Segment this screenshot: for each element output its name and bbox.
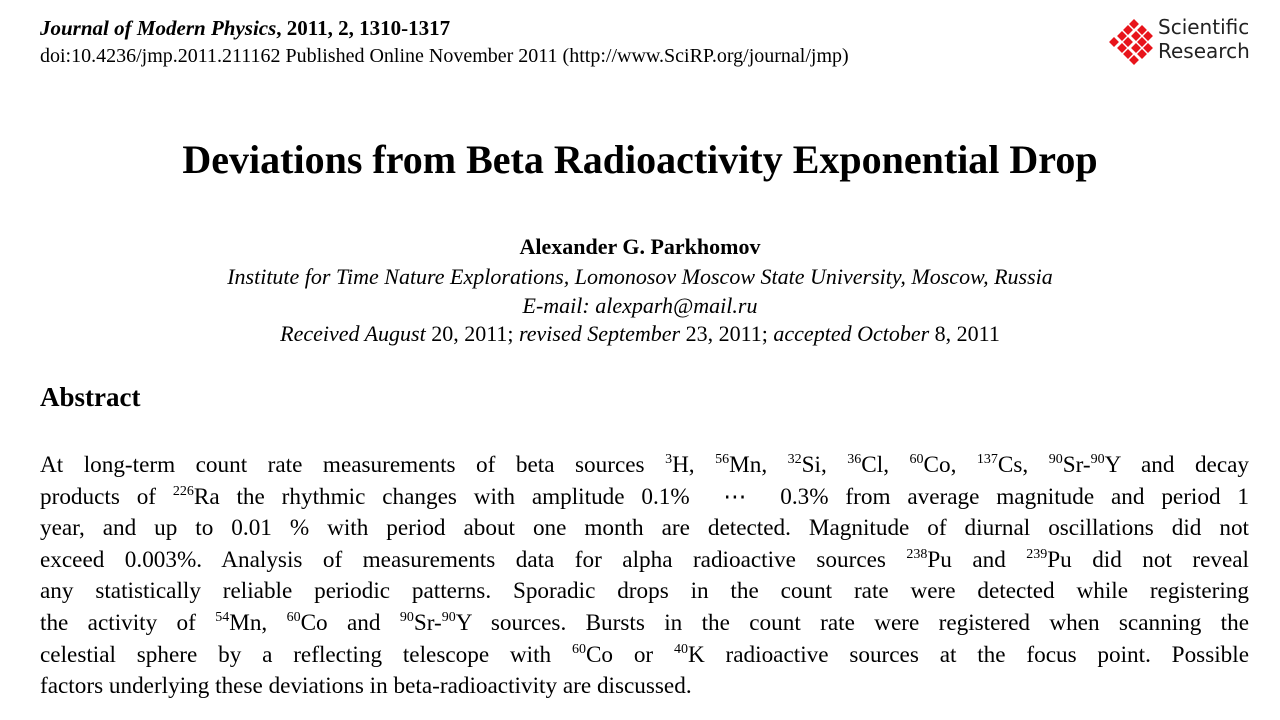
abstract-text: celestial sphere by a reflecting telescope with: [40, 641, 572, 668]
isotope-mass-number: 137: [976, 452, 998, 467]
abstract-text: exceed 0.003%. Analysis of measurements data for alpha radioactive sources: [40, 546, 907, 573]
journal-name: Journal of Modern Physics: [40, 16, 277, 40]
logo-diamond: [1123, 49, 1133, 59]
isotope-mass-number: 60: [286, 609, 301, 625]
abstract-text: Mn,: [229, 609, 287, 636]
isotope-mass-number: 90: [1048, 452, 1063, 467]
abstract-line: [40, 482, 1249, 514]
abstract-line: [40, 545, 1249, 577]
logo-diamond: [1137, 37, 1147, 47]
abstract-text: K radioactive sources at the focus point. Possible: [687, 641, 1249, 668]
journal-volume-pages: , 2011, 2, 1310-1317: [276, 16, 451, 40]
abstract-text: At long-term count rate measurements of beta sources: [40, 452, 666, 478]
logo-diamond: [1129, 19, 1139, 29]
logo-diamond: [1137, 25, 1147, 35]
abstract-text: Co or: [585, 641, 674, 668]
isotope-mass-number: 238: [906, 546, 928, 562]
isotope-mass-number: 32: [787, 452, 802, 467]
isotope-mass-number: 40: [673, 641, 688, 657]
isotope-mass-number: 36: [847, 452, 862, 467]
abstract-text: Si,: [801, 452, 848, 478]
received-segment: 8, 2011: [929, 321, 1000, 346]
abstract-text: H,: [672, 452, 716, 478]
abstract-text: Mn,: [729, 452, 788, 478]
logo-diamond: [1129, 55, 1139, 65]
abstract-text: Cl,: [861, 452, 910, 478]
isotope-mass-number: 56: [715, 452, 730, 467]
abstract-text: any statistically reliable periodic patterns. Sporadic drops in the count rate were detected while registering: [40, 578, 1249, 605]
abstract-text: year, and up to 0.01 % with period about one month are detected. Magnitude of diurnal oscillations did not: [40, 515, 1249, 542]
received-segment: Received August: [280, 321, 426, 346]
author-email[interactable]: E-mail: alexparh@mail.ru: [522, 293, 758, 318]
isotope-mass-number: 90: [441, 609, 456, 625]
logo-diamond: [1131, 43, 1141, 53]
logo-diamond: [1123, 25, 1133, 35]
abstract-heading: Abstract: [40, 382, 141, 412]
isotope-mass-number: 60: [909, 452, 924, 467]
logo-diamond: [1143, 43, 1153, 53]
abstract-line: [40, 671, 1249, 703]
abstract-text: Sr-: [1062, 452, 1091, 478]
journal-citation: [40, 16, 450, 41]
logo-text-line1: Scientific: [1158, 15, 1250, 39]
isotope-mass-number: 90: [399, 609, 414, 625]
paper-title: Deviations from Beta Radioactivity Exponential Drop: [182, 137, 1098, 182]
abstract-text: Co and: [300, 609, 400, 636]
scientific-research-logo: [1104, 14, 1264, 70]
abstract-text: Co,: [923, 452, 977, 478]
abstract-text: factors underlying these deviations in beta-radioactivity are discussed.: [40, 673, 692, 700]
logo-diamond: [1109, 37, 1119, 47]
logo-diamond: [1137, 49, 1147, 59]
abstract-text: products of: [40, 483, 173, 510]
doi-line: doi:10.4236/jmp.2011.211162 Published Online November 2011 (http://www.SciRP.org/journal/jmp): [40, 45, 849, 67]
isotope-mass-number: 90: [1090, 452, 1105, 467]
received-segment: accepted October: [773, 321, 930, 346]
abstract-line: [40, 513, 1249, 545]
abstract-text: Pu and: [927, 546, 1027, 573]
abstract-line: [40, 640, 1249, 672]
abstract-line: [40, 576, 1249, 608]
abstract-text: the activity of: [40, 609, 216, 636]
abstract-text: Y and decay: [1104, 452, 1250, 478]
isotope-mass-number: 54: [215, 609, 230, 625]
received-segment: 20, 2011;: [425, 321, 520, 346]
abstract-text: Pu did not reveal: [1047, 546, 1250, 573]
isotope-mass-number: 226: [172, 483, 194, 499]
abstract-line: [40, 608, 1249, 640]
abstract-body: [40, 450, 1249, 703]
logo-diamond: [1131, 31, 1141, 41]
author-name: Alexander G. Parkhomov: [519, 234, 761, 259]
logo-text-line2: Research: [1158, 39, 1250, 63]
logo-diamond-icon: [1104, 18, 1156, 66]
isotope-mass-number: 3: [665, 452, 673, 467]
abstract-text: Ra the rhythmic changes with amplitude 0.1% ⋯ 0.3% from average magnitude and period 1: [193, 483, 1250, 510]
abstract-line: [40, 450, 1249, 482]
received-segment: 23, 2011;: [680, 321, 774, 346]
logo-diamond: [1117, 43, 1127, 53]
author-affiliation: Institute for Time Nature Explorations, Lomonosov Moscow State University, Moscow, Russia: [227, 264, 1053, 289]
abstract-text: Y sources. Bursts in the count rate were registered when scanning the: [455, 609, 1250, 636]
logo-diamond: [1117, 31, 1127, 41]
abstract-text: Sr-: [413, 609, 442, 636]
logo-diamond: [1123, 37, 1133, 47]
isotope-mass-number: 60: [571, 641, 586, 657]
received-segment: revised September: [519, 321, 681, 346]
abstract-text: Cs,: [997, 452, 1049, 478]
logo-diamond: [1143, 31, 1153, 41]
received-dates: [0, 321, 1280, 347]
isotope-mass-number: 239: [1026, 546, 1048, 562]
